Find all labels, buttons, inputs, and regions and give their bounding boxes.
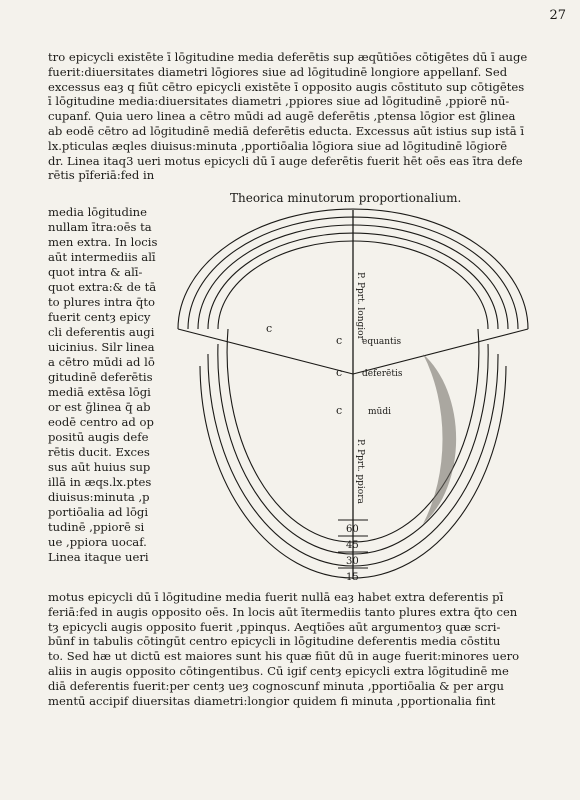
text-line: diuisus:minuta ,p bbox=[48, 490, 150, 504]
label-prop-propior: P. Pprt. ppiora bbox=[355, 439, 365, 504]
sector-edge-right bbox=[353, 329, 528, 374]
label-equantis: equantis bbox=[362, 337, 402, 347]
text-line: motus epicycli dū ī lōgitudine media fuerit nullā eaȝ habet extra deferentis pī bbox=[48, 590, 504, 604]
label-deferentis: deferētis bbox=[362, 369, 403, 379]
text-line: eodē centro ad op bbox=[48, 415, 154, 429]
text-line: ab eodē cētro ad lōgitudinē mediā deferētis educta. Excessus aūt istius sup istā ī bbox=[48, 123, 525, 138]
text-line: dr. Linea itaq3 ueri motus epicycli dū ī auge deferētis fuerit hēt oēs eas ītra defe bbox=[48, 153, 523, 168]
text-line: diā deferentis fuerit:per centȝ ueȝ cognoscunf minuta ,pportiōalia & per argu bbox=[48, 678, 505, 693]
text-line: mentū accipif diuersitas diametri:longior quidem fi minuta ,pportionalia fint bbox=[48, 693, 496, 708]
text-line: būnf in tabulis cōtingūt centro epicycli in lōgitudine deferentis media cōstitu bbox=[48, 634, 501, 649]
text-line: illā in æqs.lx.ptes bbox=[48, 475, 152, 489]
bottom-paragraph bbox=[48, 590, 544, 708]
scale-label: 30 bbox=[346, 556, 359, 567]
label-c-deferentis: c bbox=[336, 366, 343, 379]
sector-edge-left bbox=[178, 329, 353, 374]
text-line: Linea itaque ueri bbox=[48, 550, 149, 564]
text-line: cli deferentis augi bbox=[48, 325, 155, 339]
label-mundi: mūdi bbox=[368, 407, 391, 417]
label-c-mundi: c bbox=[336, 404, 343, 417]
text-line: gitudinē deferētis bbox=[48, 370, 153, 384]
text-line: portiōalia ad lōgi bbox=[48, 505, 149, 519]
scale-label: 45 bbox=[346, 540, 359, 551]
text-line: to plures intra q̄to bbox=[48, 295, 155, 309]
text-line: to. Sed hæ ut dictū est maiores sunt his quæ fiūt dū in auge fuerit:minores uero bbox=[48, 649, 520, 664]
text-line: aliis in augis opposito cōtingentibus. Cū igif centȝ epicycli extra lōgitudinē me bbox=[48, 663, 509, 678]
text-line: ī lōgitudine media:diuersitates diametri ,ppiores siue ad lōgitudinē ,ppiorē nū- bbox=[48, 94, 510, 109]
text-line: a cētro mūdi ad lō bbox=[48, 355, 155, 369]
text-line: uicinius. Silr linea bbox=[48, 340, 155, 354]
text-line: or est ḡlinea q̄ ab bbox=[48, 400, 151, 414]
figure-caption: Theorica minutorum proportionalium. bbox=[230, 191, 462, 205]
text-line: quot intra & alī- bbox=[48, 265, 143, 279]
page-number: 27 bbox=[549, 8, 566, 23]
text-line: quot extra:& de tā bbox=[48, 280, 157, 294]
text-line: rētis ducit. Exces bbox=[48, 445, 150, 459]
text-line: tro epicycli existēte ī lōgitudine media deferētis sup æqūtiōes cōtigētes dū ī auge bbox=[48, 50, 528, 64]
top-paragraph bbox=[48, 50, 544, 183]
label-prop-longior: P. Pprt. longior bbox=[355, 272, 365, 340]
text-line: rētis pīferiā:fed in bbox=[48, 168, 155, 183]
theorica-diagram bbox=[168, 204, 548, 589]
text-line: fuerit centȝ epicy bbox=[48, 310, 151, 324]
text-line: tȝ epicycli augis opposito fuerit ,ppinqus. Aeqtiōes aūt argumentoȝ quæ scri- bbox=[48, 619, 501, 634]
text-line: nullam ītra:oēs ta bbox=[48, 220, 152, 234]
text-line: ue ,ppiora uocaf. bbox=[48, 535, 147, 549]
text-line: sus aūt huius sup bbox=[48, 460, 151, 474]
text-line: mediā extēsa lōgi bbox=[48, 385, 151, 399]
text-line: positū augis defe bbox=[48, 430, 149, 444]
text-line: lx.pticulas æqles diuisus:minuta ,pportiōalia lōgiora siue ad lōgitudinē lōgiorē bbox=[48, 138, 508, 153]
text-line: excessus eaȝ q fiūt cētro epicycli existēte ī opposito augis cōstituto sup cōtigētes bbox=[48, 79, 525, 94]
side-column-text bbox=[48, 175, 180, 565]
text-line: fuerit:diuersitates diametri lōgiores siue ad lōgitudinē longiore appellanf. Sed bbox=[48, 64, 508, 79]
scale-label: 60 bbox=[346, 524, 359, 535]
label-c-left: c bbox=[266, 322, 273, 335]
text-line: aūt intermediis alī bbox=[48, 250, 156, 264]
text-line: tudinē ,ppiorē si bbox=[48, 520, 145, 534]
text-line: feriā:fed in augis opposito oēs. In locis aūt ītermediis tanto plures extra q̄to cen bbox=[48, 604, 518, 619]
text-line: media lōgitudine bbox=[48, 205, 147, 219]
scale-label: 15 bbox=[346, 572, 359, 583]
text-line: men extra. In locis bbox=[48, 235, 158, 249]
label-c-equantis: c bbox=[336, 334, 343, 347]
text-line: cupanf. Quia uero linea a cētro mūdi ad augē deferētis ,ptensa lōgior est ḡlinea bbox=[48, 109, 516, 124]
shaded-crescent bbox=[423, 354, 456, 524]
